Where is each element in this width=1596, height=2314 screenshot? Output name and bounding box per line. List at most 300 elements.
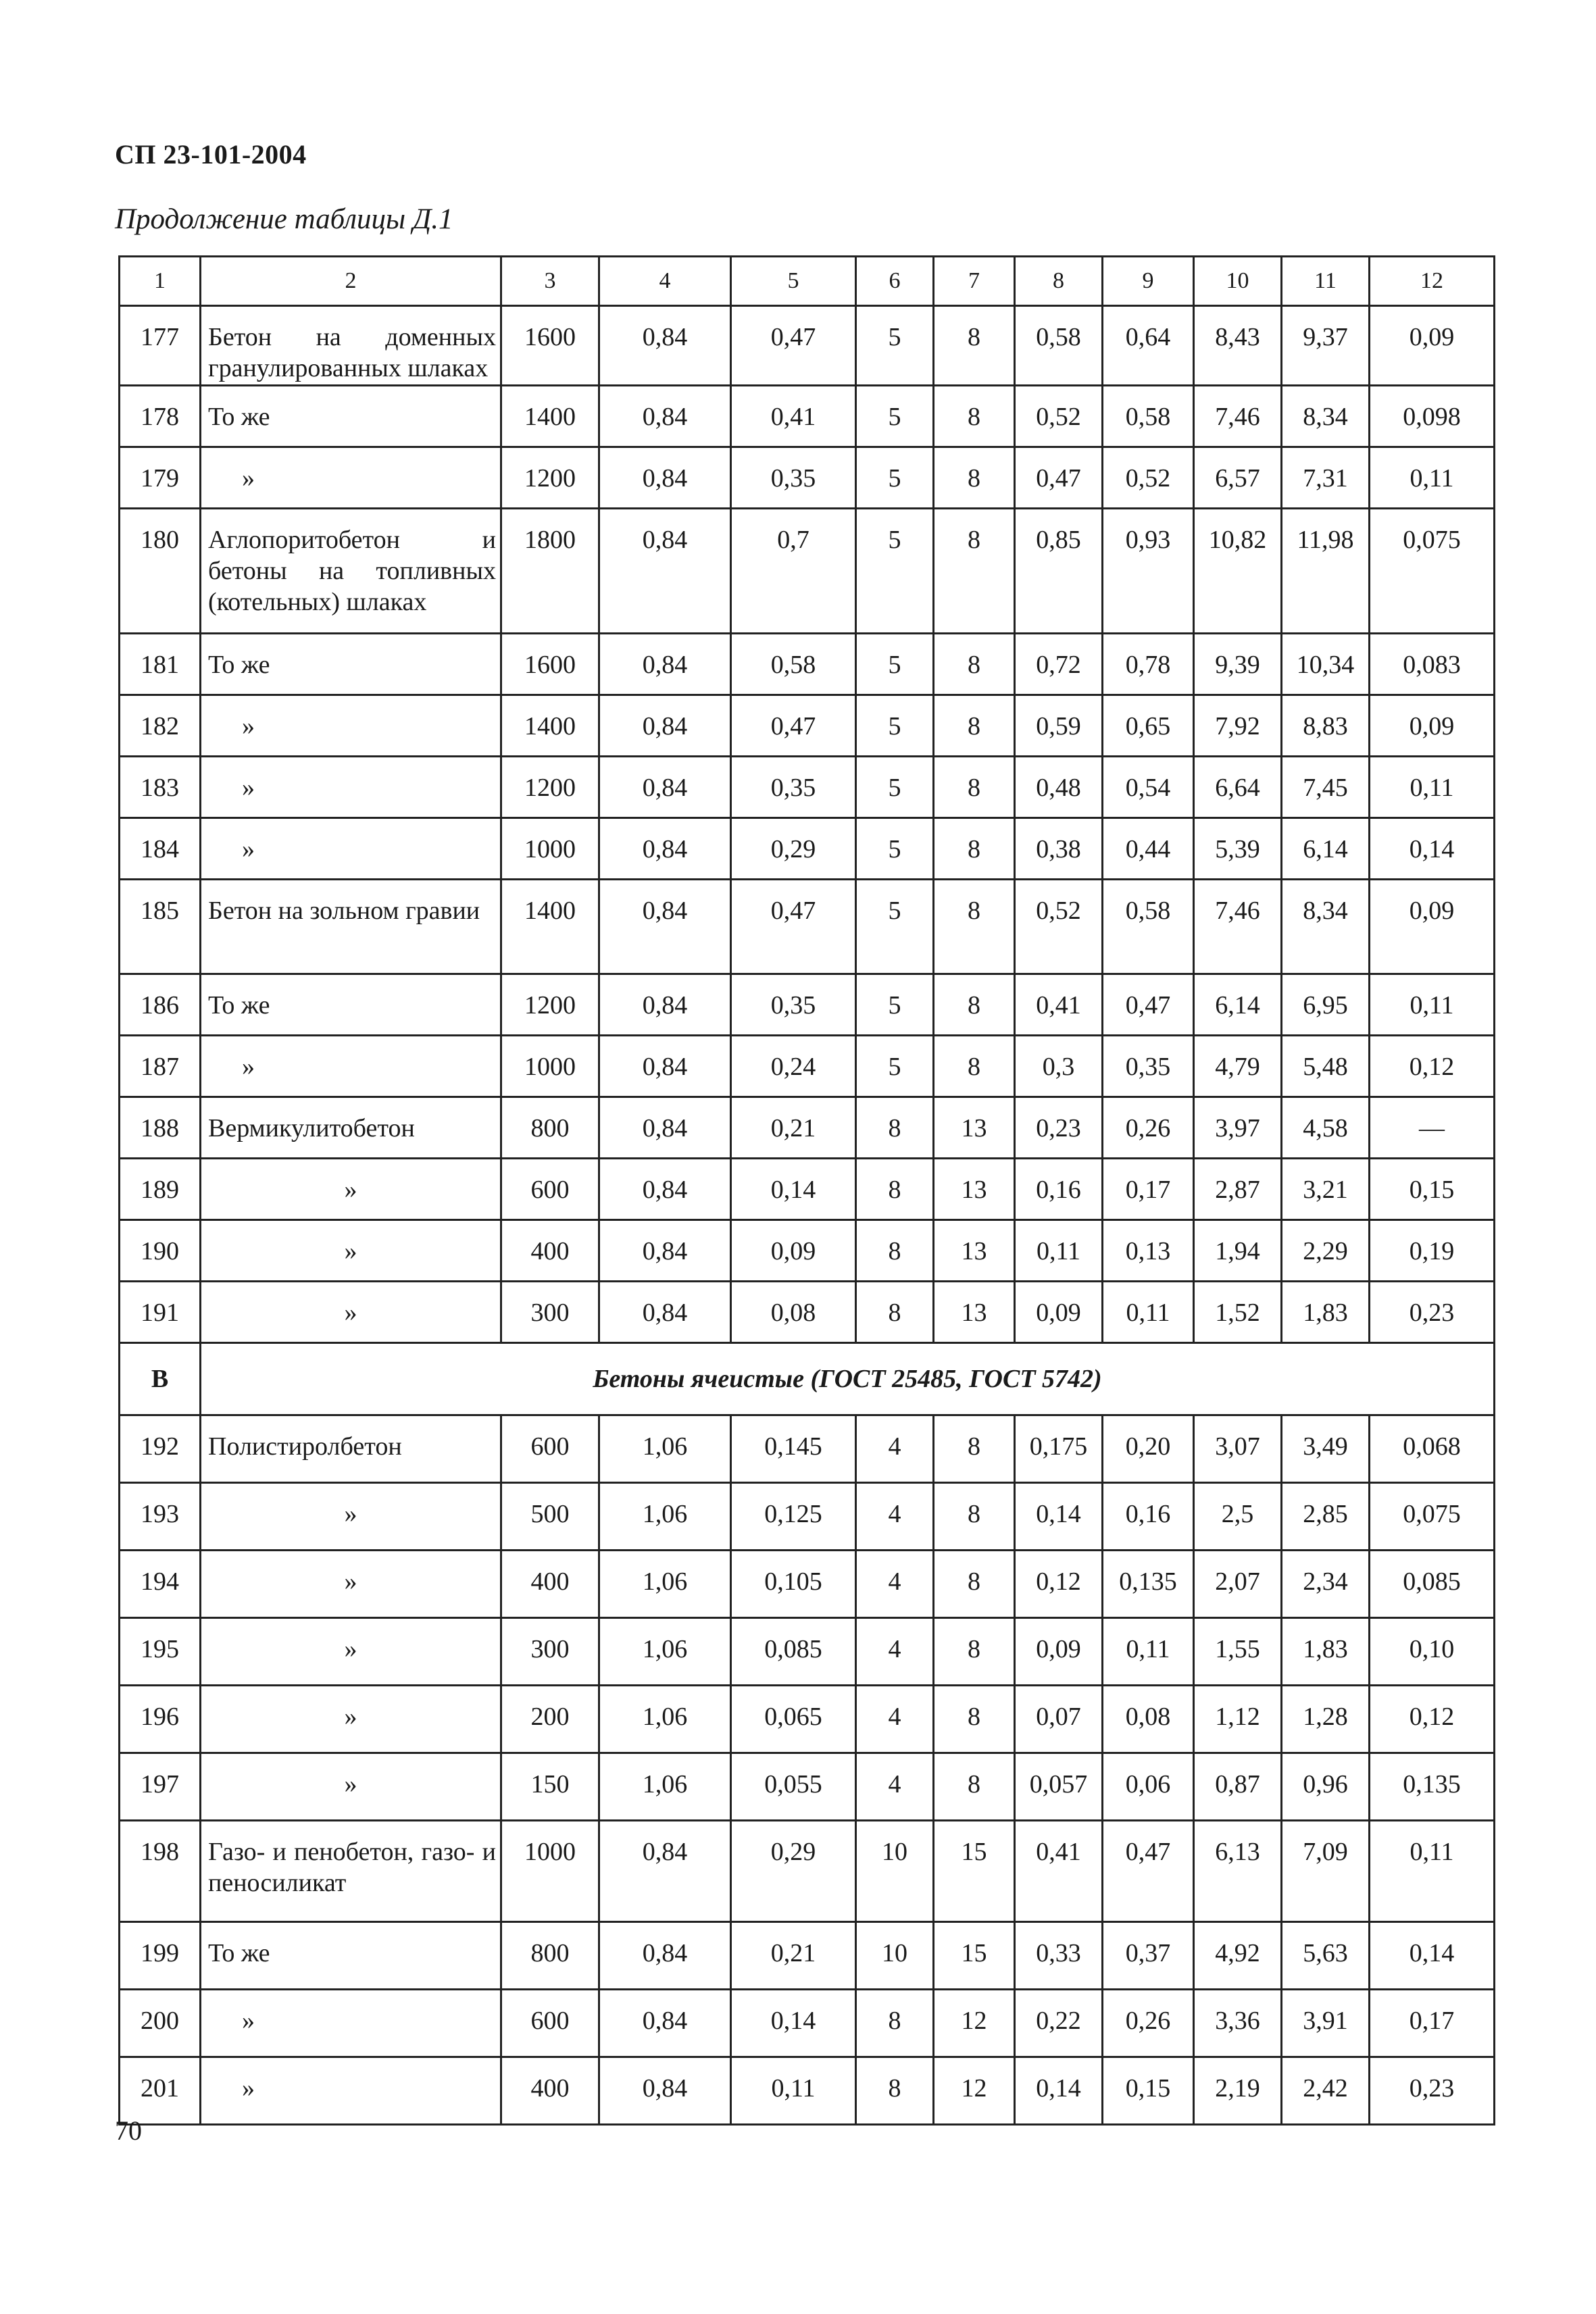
cell-col-8: 0,11 <box>1015 1219 1103 1281</box>
cell-col-4: 0,84 <box>599 447 731 508</box>
cell-col-6: 4 <box>856 1685 934 1753</box>
cell-col-5: 0,29 <box>731 818 856 879</box>
cell-col-6: 5 <box>856 879 934 974</box>
table-row <box>120 1219 1495 1281</box>
cell-col-4: 0,84 <box>599 756 731 818</box>
cell-col-4: 0,84 <box>599 306 731 386</box>
cell-col-11: 7,45 <box>1282 756 1370 818</box>
cell-col-8: 0,47 <box>1015 447 1103 508</box>
cell-col-12: 0,11 <box>1370 447 1495 508</box>
row-number: 199 <box>120 1921 201 1989</box>
material-name: Полистиролбетон <box>201 1415 501 1482</box>
cell-col-9: 0,26 <box>1103 1989 1194 2057</box>
cell-col-10: 8,43 <box>1194 306 1282 386</box>
material-name: » <box>201 1158 501 1219</box>
cell-col-12: 0,23 <box>1370 2057 1495 2124</box>
cell-col-6: 5 <box>856 1035 934 1097</box>
cell-col-8: 0,85 <box>1015 508 1103 633</box>
cell-col-7: 8 <box>934 1035 1015 1097</box>
cell-col-11: 8,34 <box>1282 385 1370 447</box>
material-name: » <box>201 1685 501 1753</box>
cell-col-3: 1800 <box>501 508 599 633</box>
section-label: В <box>120 1342 201 1415</box>
cell-col-12: 0,14 <box>1370 1921 1495 1989</box>
cell-col-7: 8 <box>934 385 1015 447</box>
cell-col-12: 0,17 <box>1370 1989 1495 2057</box>
material-name: То же <box>201 385 501 447</box>
row-number: 185 <box>120 879 201 974</box>
cell-col-4: 0,84 <box>599 1158 731 1219</box>
cell-col-9: 0,65 <box>1103 695 1194 756</box>
table-row <box>120 879 1495 974</box>
material-name: Газо- и пенобетон, газо- и пеносиликат <box>201 1820 501 1921</box>
table-row <box>120 1281 1495 1342</box>
column-number-row <box>120 257 1495 306</box>
cell-col-8: 0,48 <box>1015 756 1103 818</box>
cell-col-4: 0,84 <box>599 1989 731 2057</box>
material-name: То же <box>201 974 501 1035</box>
material-name: » <box>201 2057 501 2124</box>
table-row <box>120 1482 1495 1550</box>
cell-col-6: 5 <box>856 385 934 447</box>
cell-col-6: 5 <box>856 508 934 633</box>
cell-col-11: 3,21 <box>1282 1158 1370 1219</box>
table-row <box>120 1989 1495 2057</box>
cell-col-11: 8,34 <box>1282 879 1370 974</box>
cell-col-8: 0,33 <box>1015 1921 1103 1989</box>
cell-col-10: 6,14 <box>1194 974 1282 1035</box>
material-name: » <box>201 447 501 508</box>
column-header: 5 <box>731 257 856 306</box>
cell-col-4: 1,06 <box>599 1685 731 1753</box>
cell-col-11: 2,85 <box>1282 1482 1370 1550</box>
cell-col-7: 8 <box>934 306 1015 386</box>
cell-col-3: 1000 <box>501 818 599 879</box>
column-header: 7 <box>934 257 1015 306</box>
table-row <box>120 385 1495 447</box>
cell-col-7: 13 <box>934 1219 1015 1281</box>
cell-col-12: 0,11 <box>1370 1820 1495 1921</box>
cell-col-12: 0,11 <box>1370 756 1495 818</box>
row-number: 188 <box>120 1097 201 1158</box>
cell-col-11: 1,83 <box>1282 1617 1370 1685</box>
cell-col-8: 0,3 <box>1015 1035 1103 1097</box>
column-header: 6 <box>856 257 934 306</box>
cell-col-11: 5,48 <box>1282 1035 1370 1097</box>
cell-col-4: 0,84 <box>599 1035 731 1097</box>
cell-col-11: 2,34 <box>1282 1550 1370 1617</box>
cell-col-3: 150 <box>501 1753 599 1820</box>
cell-col-4: 0,84 <box>599 633 731 695</box>
row-number: 183 <box>120 756 201 818</box>
row-number: 182 <box>120 695 201 756</box>
cell-col-6: 5 <box>856 756 934 818</box>
row-number: 179 <box>120 447 201 508</box>
table-row <box>120 1921 1495 1989</box>
column-header: 4 <box>599 257 731 306</box>
table-row <box>120 974 1495 1035</box>
row-number: 193 <box>120 1482 201 1550</box>
cell-col-4: 0,84 <box>599 1281 731 1342</box>
row-number: 200 <box>120 1989 201 2057</box>
cell-col-3: 1600 <box>501 306 599 386</box>
row-number: 195 <box>120 1617 201 1685</box>
cell-col-9: 0,13 <box>1103 1219 1194 1281</box>
cell-col-4: 0,84 <box>599 1219 731 1281</box>
cell-col-6: 8 <box>856 1158 934 1219</box>
cell-col-10: 2,19 <box>1194 2057 1282 2124</box>
material-name: То же <box>201 633 501 695</box>
cell-col-9: 0,47 <box>1103 974 1194 1035</box>
table-row <box>120 2057 1495 2124</box>
row-number: 177 <box>120 306 201 386</box>
cell-col-11: 1,83 <box>1282 1281 1370 1342</box>
cell-col-3: 500 <box>501 1482 599 1550</box>
cell-col-10: 0,87 <box>1194 1753 1282 1820</box>
cell-col-9: 0,06 <box>1103 1753 1194 1820</box>
page-number: 70 <box>115 2115 142 2146</box>
cell-col-10: 6,64 <box>1194 756 1282 818</box>
cell-col-12: 0,23 <box>1370 1281 1495 1342</box>
cell-col-6: 4 <box>856 1482 934 1550</box>
cell-col-5: 0,7 <box>731 508 856 633</box>
cell-col-4: 0,84 <box>599 974 731 1035</box>
material-name: Аглопоритобетон и бетоны на топливных (котельных) шлаках <box>201 508 501 633</box>
cell-col-9: 0,44 <box>1103 818 1194 879</box>
cell-col-11: 6,95 <box>1282 974 1370 1035</box>
material-name: » <box>201 695 501 756</box>
cell-col-12: — <box>1370 1097 1495 1158</box>
cell-col-4: 0,84 <box>599 2057 731 2124</box>
cell-col-8: 0,38 <box>1015 818 1103 879</box>
cell-col-12: 0,075 <box>1370 508 1495 633</box>
cell-col-6: 5 <box>856 974 934 1035</box>
cell-col-12: 0,09 <box>1370 695 1495 756</box>
cell-col-10: 5,39 <box>1194 818 1282 879</box>
cell-col-8: 0,59 <box>1015 695 1103 756</box>
cell-col-6: 5 <box>856 633 934 695</box>
column-header: 3 <box>501 257 599 306</box>
cell-col-5: 0,14 <box>731 1158 856 1219</box>
cell-col-6: 8 <box>856 1281 934 1342</box>
cell-col-3: 1400 <box>501 695 599 756</box>
table-row <box>120 756 1495 818</box>
cell-col-12: 0,135 <box>1370 1753 1495 1820</box>
table-row <box>120 695 1495 756</box>
cell-col-6: 4 <box>856 1617 934 1685</box>
cell-col-4: 1,06 <box>599 1482 731 1550</box>
cell-col-8: 0,057 <box>1015 1753 1103 1820</box>
cell-col-8: 0,14 <box>1015 2057 1103 2124</box>
cell-col-9: 0,15 <box>1103 2057 1194 2124</box>
cell-col-5: 0,14 <box>731 1989 856 2057</box>
row-number: 196 <box>120 1685 201 1753</box>
cell-col-12: 0,15 <box>1370 1158 1495 1219</box>
cell-col-5: 0,29 <box>731 1820 856 1921</box>
column-header: 10 <box>1194 257 1282 306</box>
cell-col-5: 0,58 <box>731 633 856 695</box>
cell-col-8: 0,09 <box>1015 1281 1103 1342</box>
cell-col-8: 0,58 <box>1015 306 1103 386</box>
column-header: 11 <box>1282 257 1370 306</box>
cell-col-3: 800 <box>501 1921 599 1989</box>
material-name: То же <box>201 1921 501 1989</box>
cell-col-10: 1,12 <box>1194 1685 1282 1753</box>
table-body-dense-concrete <box>120 306 1495 1343</box>
cell-col-10: 3,36 <box>1194 1989 1282 2057</box>
cell-col-5: 0,41 <box>731 385 856 447</box>
cell-col-10: 7,46 <box>1194 879 1282 974</box>
cell-col-11: 2,29 <box>1282 1219 1370 1281</box>
cell-col-3: 300 <box>501 1617 599 1685</box>
column-header: 1 <box>120 257 201 306</box>
row-number: 198 <box>120 1820 201 1921</box>
cell-col-6: 8 <box>856 1219 934 1281</box>
cell-col-9: 0,08 <box>1103 1685 1194 1753</box>
material-name: Бетон на зольном гравии <box>201 879 501 974</box>
cell-col-9: 0,93 <box>1103 508 1194 633</box>
row-number: 187 <box>120 1035 201 1097</box>
cell-col-6: 4 <box>856 1753 934 1820</box>
cell-col-11: 10,34 <box>1282 633 1370 695</box>
cell-col-5: 0,105 <box>731 1550 856 1617</box>
cell-col-7: 8 <box>934 818 1015 879</box>
cell-col-10: 3,97 <box>1194 1097 1282 1158</box>
table-row <box>120 1685 1495 1753</box>
cell-col-4: 0,84 <box>599 1820 731 1921</box>
material-name: » <box>201 1617 501 1685</box>
cell-col-12: 0,083 <box>1370 633 1495 695</box>
cell-col-3: 1400 <box>501 385 599 447</box>
cell-col-10: 2,5 <box>1194 1482 1282 1550</box>
cell-col-10: 1,94 <box>1194 1219 1282 1281</box>
cell-col-8: 0,52 <box>1015 879 1103 974</box>
table-row <box>120 508 1495 633</box>
cell-col-6: 10 <box>856 1820 934 1921</box>
cell-col-7: 13 <box>934 1281 1015 1342</box>
cell-col-3: 600 <box>501 1415 599 1482</box>
row-number: 178 <box>120 385 201 447</box>
cell-col-8: 0,23 <box>1015 1097 1103 1158</box>
cell-col-12: 0,11 <box>1370 974 1495 1035</box>
cell-col-10: 4,92 <box>1194 1921 1282 1989</box>
cell-col-7: 8 <box>934 1753 1015 1820</box>
cell-col-5: 0,125 <box>731 1482 856 1550</box>
row-number: 197 <box>120 1753 201 1820</box>
cell-col-11: 7,31 <box>1282 447 1370 508</box>
cell-col-10: 7,92 <box>1194 695 1282 756</box>
cell-col-4: 0,84 <box>599 508 731 633</box>
cell-col-9: 0,54 <box>1103 756 1194 818</box>
cell-col-6: 5 <box>856 447 934 508</box>
cell-col-3: 400 <box>501 1219 599 1281</box>
cell-col-7: 8 <box>934 695 1015 756</box>
cell-col-3: 600 <box>501 1989 599 2057</box>
cell-col-9: 0,52 <box>1103 447 1194 508</box>
cell-col-3: 1000 <box>501 1035 599 1097</box>
cell-col-12: 0,085 <box>1370 1550 1495 1617</box>
cell-col-4: 0,84 <box>599 385 731 447</box>
cell-col-12: 0,10 <box>1370 1617 1495 1685</box>
cell-col-9: 0,37 <box>1103 1921 1194 1989</box>
cell-col-10: 2,87 <box>1194 1158 1282 1219</box>
cell-col-12: 0,19 <box>1370 1219 1495 1281</box>
cell-col-7: 8 <box>934 508 1015 633</box>
cell-col-5: 0,21 <box>731 1097 856 1158</box>
table-row <box>120 447 1495 508</box>
cell-col-9: 0,135 <box>1103 1550 1194 1617</box>
cell-col-12: 0,098 <box>1370 385 1495 447</box>
cell-col-11: 8,83 <box>1282 695 1370 756</box>
cell-col-8: 0,72 <box>1015 633 1103 695</box>
material-name: » <box>201 1989 501 2057</box>
material-name: Бетон на доменных гранулированных шлаках <box>201 306 501 386</box>
cell-col-7: 13 <box>934 1158 1015 1219</box>
cell-col-4: 0,84 <box>599 695 731 756</box>
cell-col-7: 8 <box>934 633 1015 695</box>
row-number: 191 <box>120 1281 201 1342</box>
cell-col-9: 0,20 <box>1103 1415 1194 1482</box>
cell-col-7: 15 <box>934 1820 1015 1921</box>
table-row <box>120 306 1495 386</box>
row-number: 190 <box>120 1219 201 1281</box>
cell-col-7: 8 <box>934 1415 1015 1482</box>
cell-col-11: 9,37 <box>1282 306 1370 386</box>
column-header: 8 <box>1015 257 1103 306</box>
cell-col-5: 0,47 <box>731 306 856 386</box>
table-row <box>120 1617 1495 1685</box>
cell-col-7: 12 <box>934 2057 1015 2124</box>
cell-col-3: 400 <box>501 1550 599 1617</box>
cell-col-10: 9,39 <box>1194 633 1282 695</box>
cell-col-12: 0,09 <box>1370 306 1495 386</box>
cell-col-5: 0,35 <box>731 447 856 508</box>
cell-col-3: 200 <box>501 1685 599 1753</box>
cell-col-7: 15 <box>934 1921 1015 1989</box>
cell-col-9: 0,35 <box>1103 1035 1194 1097</box>
cell-col-6: 8 <box>856 1989 934 2057</box>
cell-col-9: 0,17 <box>1103 1158 1194 1219</box>
cell-col-8: 0,07 <box>1015 1685 1103 1753</box>
table-row <box>120 633 1495 695</box>
cell-col-7: 8 <box>934 1482 1015 1550</box>
section-row <box>120 1342 1495 1415</box>
cell-col-5: 0,35 <box>731 756 856 818</box>
cell-col-6: 5 <box>856 306 934 386</box>
row-number: 201 <box>120 2057 201 2124</box>
table-row <box>120 1820 1495 1921</box>
cell-col-9: 0,11 <box>1103 1281 1194 1342</box>
cell-col-11: 5,63 <box>1282 1921 1370 1989</box>
cell-col-7: 13 <box>934 1097 1015 1158</box>
cell-col-5: 0,055 <box>731 1753 856 1820</box>
cell-col-10: 6,13 <box>1194 1820 1282 1921</box>
cell-col-3: 1200 <box>501 974 599 1035</box>
row-number: 180 <box>120 508 201 633</box>
cell-col-11: 11,98 <box>1282 508 1370 633</box>
cell-col-8: 0,175 <box>1015 1415 1103 1482</box>
cell-col-8: 0,16 <box>1015 1158 1103 1219</box>
document-code: СП 23-101-2004 <box>115 139 307 170</box>
cell-col-11: 3,91 <box>1282 1989 1370 2057</box>
cell-col-10: 3,07 <box>1194 1415 1282 1482</box>
material-name: » <box>201 1281 501 1342</box>
cell-col-10: 1,55 <box>1194 1617 1282 1685</box>
material-name: » <box>201 1753 501 1820</box>
row-number: 184 <box>120 818 201 879</box>
material-name: » <box>201 1550 501 1617</box>
cell-col-9: 0,26 <box>1103 1097 1194 1158</box>
cell-col-12: 0,14 <box>1370 818 1495 879</box>
cell-col-3: 600 <box>501 1158 599 1219</box>
cell-col-10: 10,82 <box>1194 508 1282 633</box>
column-header: 2 <box>201 257 501 306</box>
cell-col-6: 8 <box>856 2057 934 2124</box>
row-number: 186 <box>120 974 201 1035</box>
cell-col-6: 8 <box>856 1097 934 1158</box>
cell-col-8: 0,41 <box>1015 974 1103 1035</box>
material-name: Вермикулитобетон <box>201 1097 501 1158</box>
cell-col-7: 8 <box>934 1550 1015 1617</box>
cell-col-11: 0,96 <box>1282 1753 1370 1820</box>
cell-col-9: 0,78 <box>1103 633 1194 695</box>
row-number: 181 <box>120 633 201 695</box>
table-row <box>120 818 1495 879</box>
cell-col-10: 7,46 <box>1194 385 1282 447</box>
table-caption: Продолжение таблицы Д.1 <box>115 203 453 235</box>
cell-col-5: 0,21 <box>731 1921 856 1989</box>
row-number: 192 <box>120 1415 201 1482</box>
cell-col-9: 0,58 <box>1103 385 1194 447</box>
cell-col-10: 6,57 <box>1194 447 1282 508</box>
material-name: » <box>201 756 501 818</box>
table-row <box>120 1550 1495 1617</box>
cell-col-6: 4 <box>856 1415 934 1482</box>
cell-col-8: 0,52 <box>1015 385 1103 447</box>
cell-col-11: 7,09 <box>1282 1820 1370 1921</box>
cell-col-6: 5 <box>856 695 934 756</box>
cell-col-5: 0,35 <box>731 974 856 1035</box>
cell-col-8: 0,14 <box>1015 1482 1103 1550</box>
cell-col-7: 8 <box>934 1617 1015 1685</box>
cell-col-7: 8 <box>934 879 1015 974</box>
cell-col-3: 1200 <box>501 756 599 818</box>
cell-col-9: 0,47 <box>1103 1820 1194 1921</box>
cell-col-3: 1600 <box>501 633 599 695</box>
cell-col-9: 0,11 <box>1103 1617 1194 1685</box>
cell-col-6: 4 <box>856 1550 934 1617</box>
cell-col-9: 0,58 <box>1103 879 1194 974</box>
data-table <box>118 255 1495 2126</box>
cell-col-8: 0,22 <box>1015 1989 1103 2057</box>
material-name: » <box>201 1482 501 1550</box>
cell-col-11: 3,49 <box>1282 1415 1370 1482</box>
row-number: 194 <box>120 1550 201 1617</box>
cell-col-7: 8 <box>934 1685 1015 1753</box>
cell-col-5: 0,08 <box>731 1281 856 1342</box>
cell-col-12: 0,09 <box>1370 879 1495 974</box>
column-header: 9 <box>1103 257 1194 306</box>
cell-col-10: 2,07 <box>1194 1550 1282 1617</box>
cell-col-6: 10 <box>856 1921 934 1989</box>
cell-col-6: 5 <box>856 818 934 879</box>
cell-col-5: 0,47 <box>731 879 856 974</box>
table-row <box>120 1415 1495 1482</box>
cell-col-7: 12 <box>934 1989 1015 2057</box>
cell-col-3: 800 <box>501 1097 599 1158</box>
cell-col-5: 0,47 <box>731 695 856 756</box>
cell-col-3: 1200 <box>501 447 599 508</box>
